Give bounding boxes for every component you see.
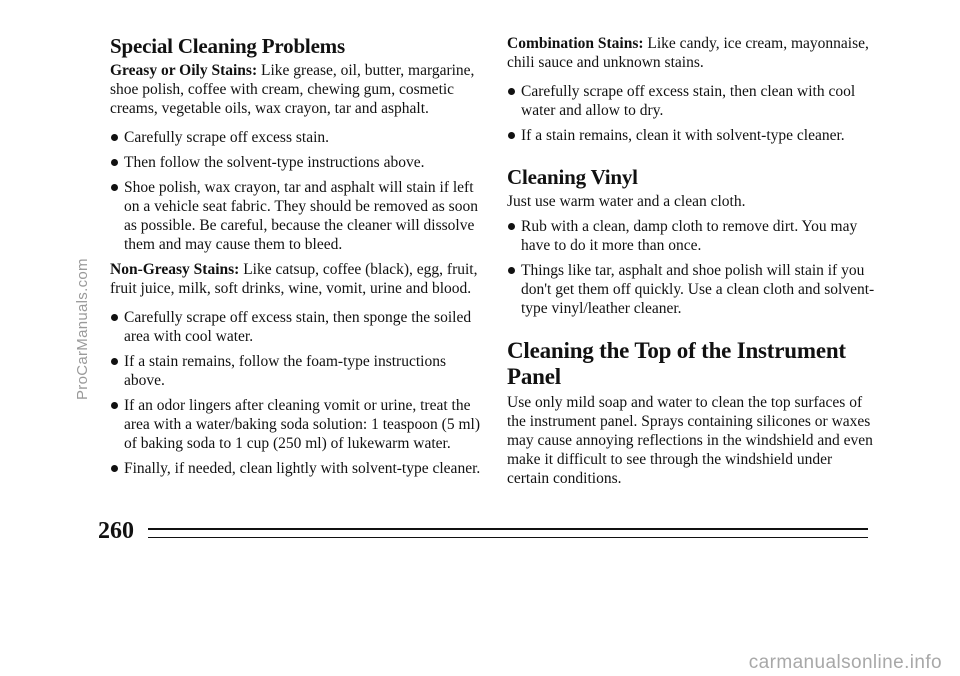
list-item: If a stain remains, clean it with solvent-type cleaner. — [507, 126, 877, 145]
non-greasy-stains-lead: Non-Greasy Stains: — [110, 261, 240, 278]
left-column — [110, 34, 488, 484]
cleaning-vinyl-list — [507, 217, 877, 318]
greasy-stains-text: Like grease, oil, butter, margarine, shoe polish, coffee with cream, chewing gum, cosmetic creams, vegetable oils, wax crayon, tar and asphalt. — [110, 62, 475, 117]
non-greasy-stains-text: Like catsup, coffee (black), egg, fruit, fruit juice, milk, soft drinks, wine, vomit, urine and blood. — [110, 261, 478, 297]
list-item: Carefully scrape off excess stain, then sponge the soiled area with cool water. — [110, 308, 488, 346]
footer-rule-secondary — [148, 537, 868, 538]
footer-rule — [148, 528, 868, 530]
non-greasy-stains-intro — [110, 260, 488, 298]
page-number: 260 — [98, 518, 134, 544]
list-item: If an odor lingers after cleaning vomit or urine, treat the area with a water/baking soda solution: 1 teaspoon (5 ml) of baking soda to 1 cup (250 ml) of lukewarm water. — [110, 396, 488, 453]
combination-stains-lead: Combination Stains: — [507, 35, 644, 52]
special-cleaning-title: Special Cleaning Problems — [110, 34, 345, 58]
list-item: Carefully scrape off excess stain. — [110, 128, 488, 147]
greasy-stains-intro — [110, 61, 488, 118]
combination-stains-list — [507, 82, 877, 145]
list-item: Rub with a clean, damp cloth to remove dirt. You may have to do it more than once. — [507, 217, 877, 255]
list-item: Shoe polish, wax crayon, tar and asphalt will stain if left on a vehicle seat fabric. They should be removed as soon as possible. Be careful, because the cleaner will dissolve them and may cause them to bleed. — [110, 178, 488, 254]
list-item: If a stain remains, follow the foam-type instructions above. — [110, 352, 488, 390]
list-item: Then follow the solvent-type instructions above. — [110, 153, 488, 172]
list-item: Carefully scrape off excess stain, then clean with cool water and allow to dry. — [507, 82, 877, 120]
right-column — [507, 34, 877, 488]
cleaning-vinyl-title: Cleaning Vinyl — [507, 165, 638, 189]
combination-stains-intro — [507, 34, 877, 72]
side-watermark: ProCarManuals.com — [74, 258, 91, 400]
list-item: Finally, if needed, clean lightly with solvent-type cleaner. — [110, 459, 488, 478]
cleaning-vinyl-intro: Just use warm water and a clean cloth. — [507, 193, 746, 210]
instrument-panel-text: Use only mild soap and water to clean the top surfaces of the instrument panel. Sprays containing silicones or waxes may cause annoying reflections in the windshield and even make it difficult to see through the windshield under certain conditions. — [507, 394, 873, 487]
greasy-stains-lead: Greasy or Oily Stains: — [110, 62, 258, 79]
instrument-panel-title: Cleaning the Top of the Instrument Panel — [507, 338, 846, 389]
spacer — [507, 324, 877, 338]
bottom-watermark: carmanualsonline.info — [748, 652, 942, 673]
spacer — [507, 151, 877, 165]
greasy-stains-list — [110, 128, 488, 254]
list-item: Things like tar, asphalt and shoe polish will stain if you don't get them off quickly. Use a clean cloth and solvent-type vinyl/leather cleaner. — [507, 261, 877, 318]
combination-stains-text: Like candy, ice cream, mayonnaise, chili sauce and unknown stains. — [507, 35, 869, 71]
non-greasy-stains-list — [110, 308, 488, 478]
